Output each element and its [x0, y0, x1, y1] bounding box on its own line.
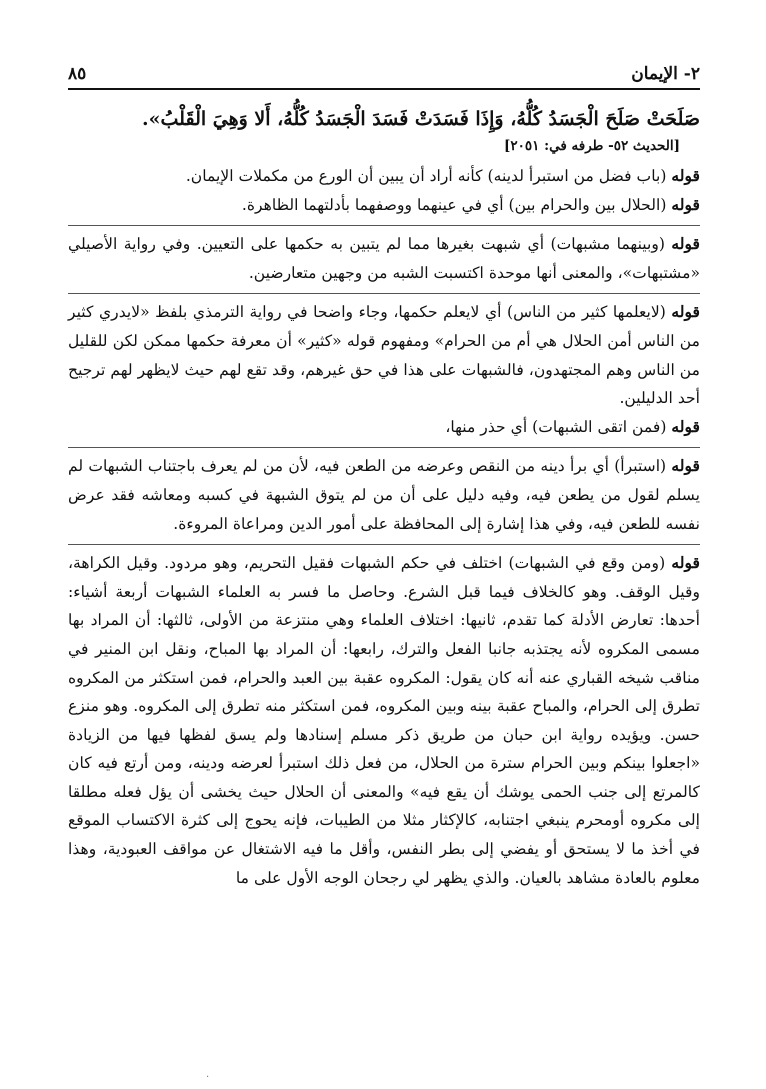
paragraph-text: (باب فضل من استبرأ لدينه) كأنه أراد أن يبين أن الورع من مكملات الإيمان. [185, 167, 672, 185]
qawl-lead: قوله [671, 302, 700, 322]
qawl-lead: قوله [671, 234, 700, 254]
qawl-lead: قوله [671, 416, 700, 436]
commentary-paragraph [68, 293, 700, 412]
commentary-paragraph [68, 413, 700, 442]
commentary-paragraph [68, 447, 700, 538]
paragraph-text: (وبينهما مشبهات) أي شبهت بغيرها مما لم يتبين به حكمها على التعيين. وفي رواية الأصيلي «مشتبهات»، والمعنى أنها موحدة اكتسبت الشبه من وجهين متعارضين. [68, 235, 700, 282]
qawl-lead: قوله [671, 194, 700, 214]
paragraph-text: (لايعلمها كثير من الناس) أي لايعلم حكمها، وجاء واضحا في رواية الترمذي بلفظ «لايدري كثير من الناس أمن الحلال هي أم من الحرام» ومفهوم قوله «كثير» أن معرفة حكمها ممكن لكن للقليل من الناس وهم المجتهدون، فالشبهات على هذا في حق غيرهم، وقد تقع لهم حيث لايظهر لهم ترجيح أحد الدليلين. [68, 303, 700, 408]
paragraph-text: (ومن وقع في الشبهات) اختلف في حكم الشبهات فقيل التحريم، وهو مردود. وقيل الكراهة، وقيل الوقف. وهو كالخلاف فيما قبل الشرع. وحاصل ما فسر به العلماء الشبهات أربعة أشياء: أحدها: تعارض الأدلة كما تقدم، ثانيها: اختلاف العلماء وهي منتزعة من الأولى، ثالثها: أن المراد بها مسمى المكروه لأنه يجتذبه جانبا الفعل والترك، رابعها: أن المراد بها المباح، ونقل ابن المنير في مناقب شيخه القباري عنه أنه كان يقول: المكروه عقبة بين العبد والحرام، فمن استكثر من المكروه تطرق إلى الحرام، والمباح عقبة بينه وبين المكروه، فمن استكثر منه تطرق إلى المكروه. وهو منزع حسن. ويؤيده رواية ابن حبان من طريق ذكر مسلم إسنادها ولم يسق لفظها فيها من الزيادة «اجعلوا بينكم وبين الحرام سترة من الحلال، من فعل ذلك استبرأ لعرضه ودينه، ومن أرتع فيه كان كالمرتع إلى جنب الحمى يوشك أن يقع فيه» والمعنى أن الحلال حيث يخشى أن يؤل فعله مطلقا إلى مكروه أومحرم ينبغي اجتنابه، كالإكثار مثلا من الطيبات، فإنه يحوج إلى كثرة الاكتساب الموقع في أخذ ما لا يستحق أو يفضي إلى بطر النفس، وأقل ما فيه الاشتغال عن مواقف العبودية، وهذا معلوم بالعادة مشاهد بالعيان. والذي يظهر لي رجحان الوجه الأول على ما [68, 554, 700, 887]
commentary [68, 162, 700, 892]
qawl-lead: قوله [671, 166, 700, 185]
scan-speck: · [206, 1072, 210, 1083]
running-header [68, 58, 700, 90]
commentary-paragraph [68, 162, 700, 191]
qawl-lead: قوله [671, 456, 700, 476]
page-number: ٨٥ [68, 64, 87, 84]
paragraph-text: (استبرأ) أي برأ دينه من النقص وعرضه من الطعن فيه، لأن من لم يعرف باجتناب الشبهات لم يسلم لقول من يطعن فيه، وفيه دليل على أن من لم يتوق الشبهة في كسبه ومعاشه فقد عرض نفسه للطعن فيه، وفي هذا إشارة إلى المحافظة على أمور الدين ومراعاة المروءة. [68, 457, 700, 533]
hadith-reference: [الحديث ٥٢- طرفه في: ٢٠٥١] [504, 138, 680, 154]
paragraph-text: (فمن اتقى الشبهات) أي حذر منها، [445, 417, 672, 436]
chapter-title: ٢- الإيمان [631, 64, 700, 84]
commentary-paragraph [68, 225, 700, 287]
commentary-paragraph [68, 191, 700, 220]
qawl-lead: قوله [671, 553, 700, 573]
paragraph-text: (الحلال بين والحرام بين) أي في عينهما ووصفهما بأدلتهما الظاهرة. [241, 195, 672, 214]
commentary-paragraph [68, 544, 700, 892]
hadith-text-ending: صَلَحَتْ صَلَحَ الْجَسَدُ كُلُّهُ، وَإِذَا فَسَدَتْ فَسَدَ الْجَسَدُ كُلُّهُ، أَلا وَهِيَ الْقَلْبُ». [142, 108, 700, 130]
